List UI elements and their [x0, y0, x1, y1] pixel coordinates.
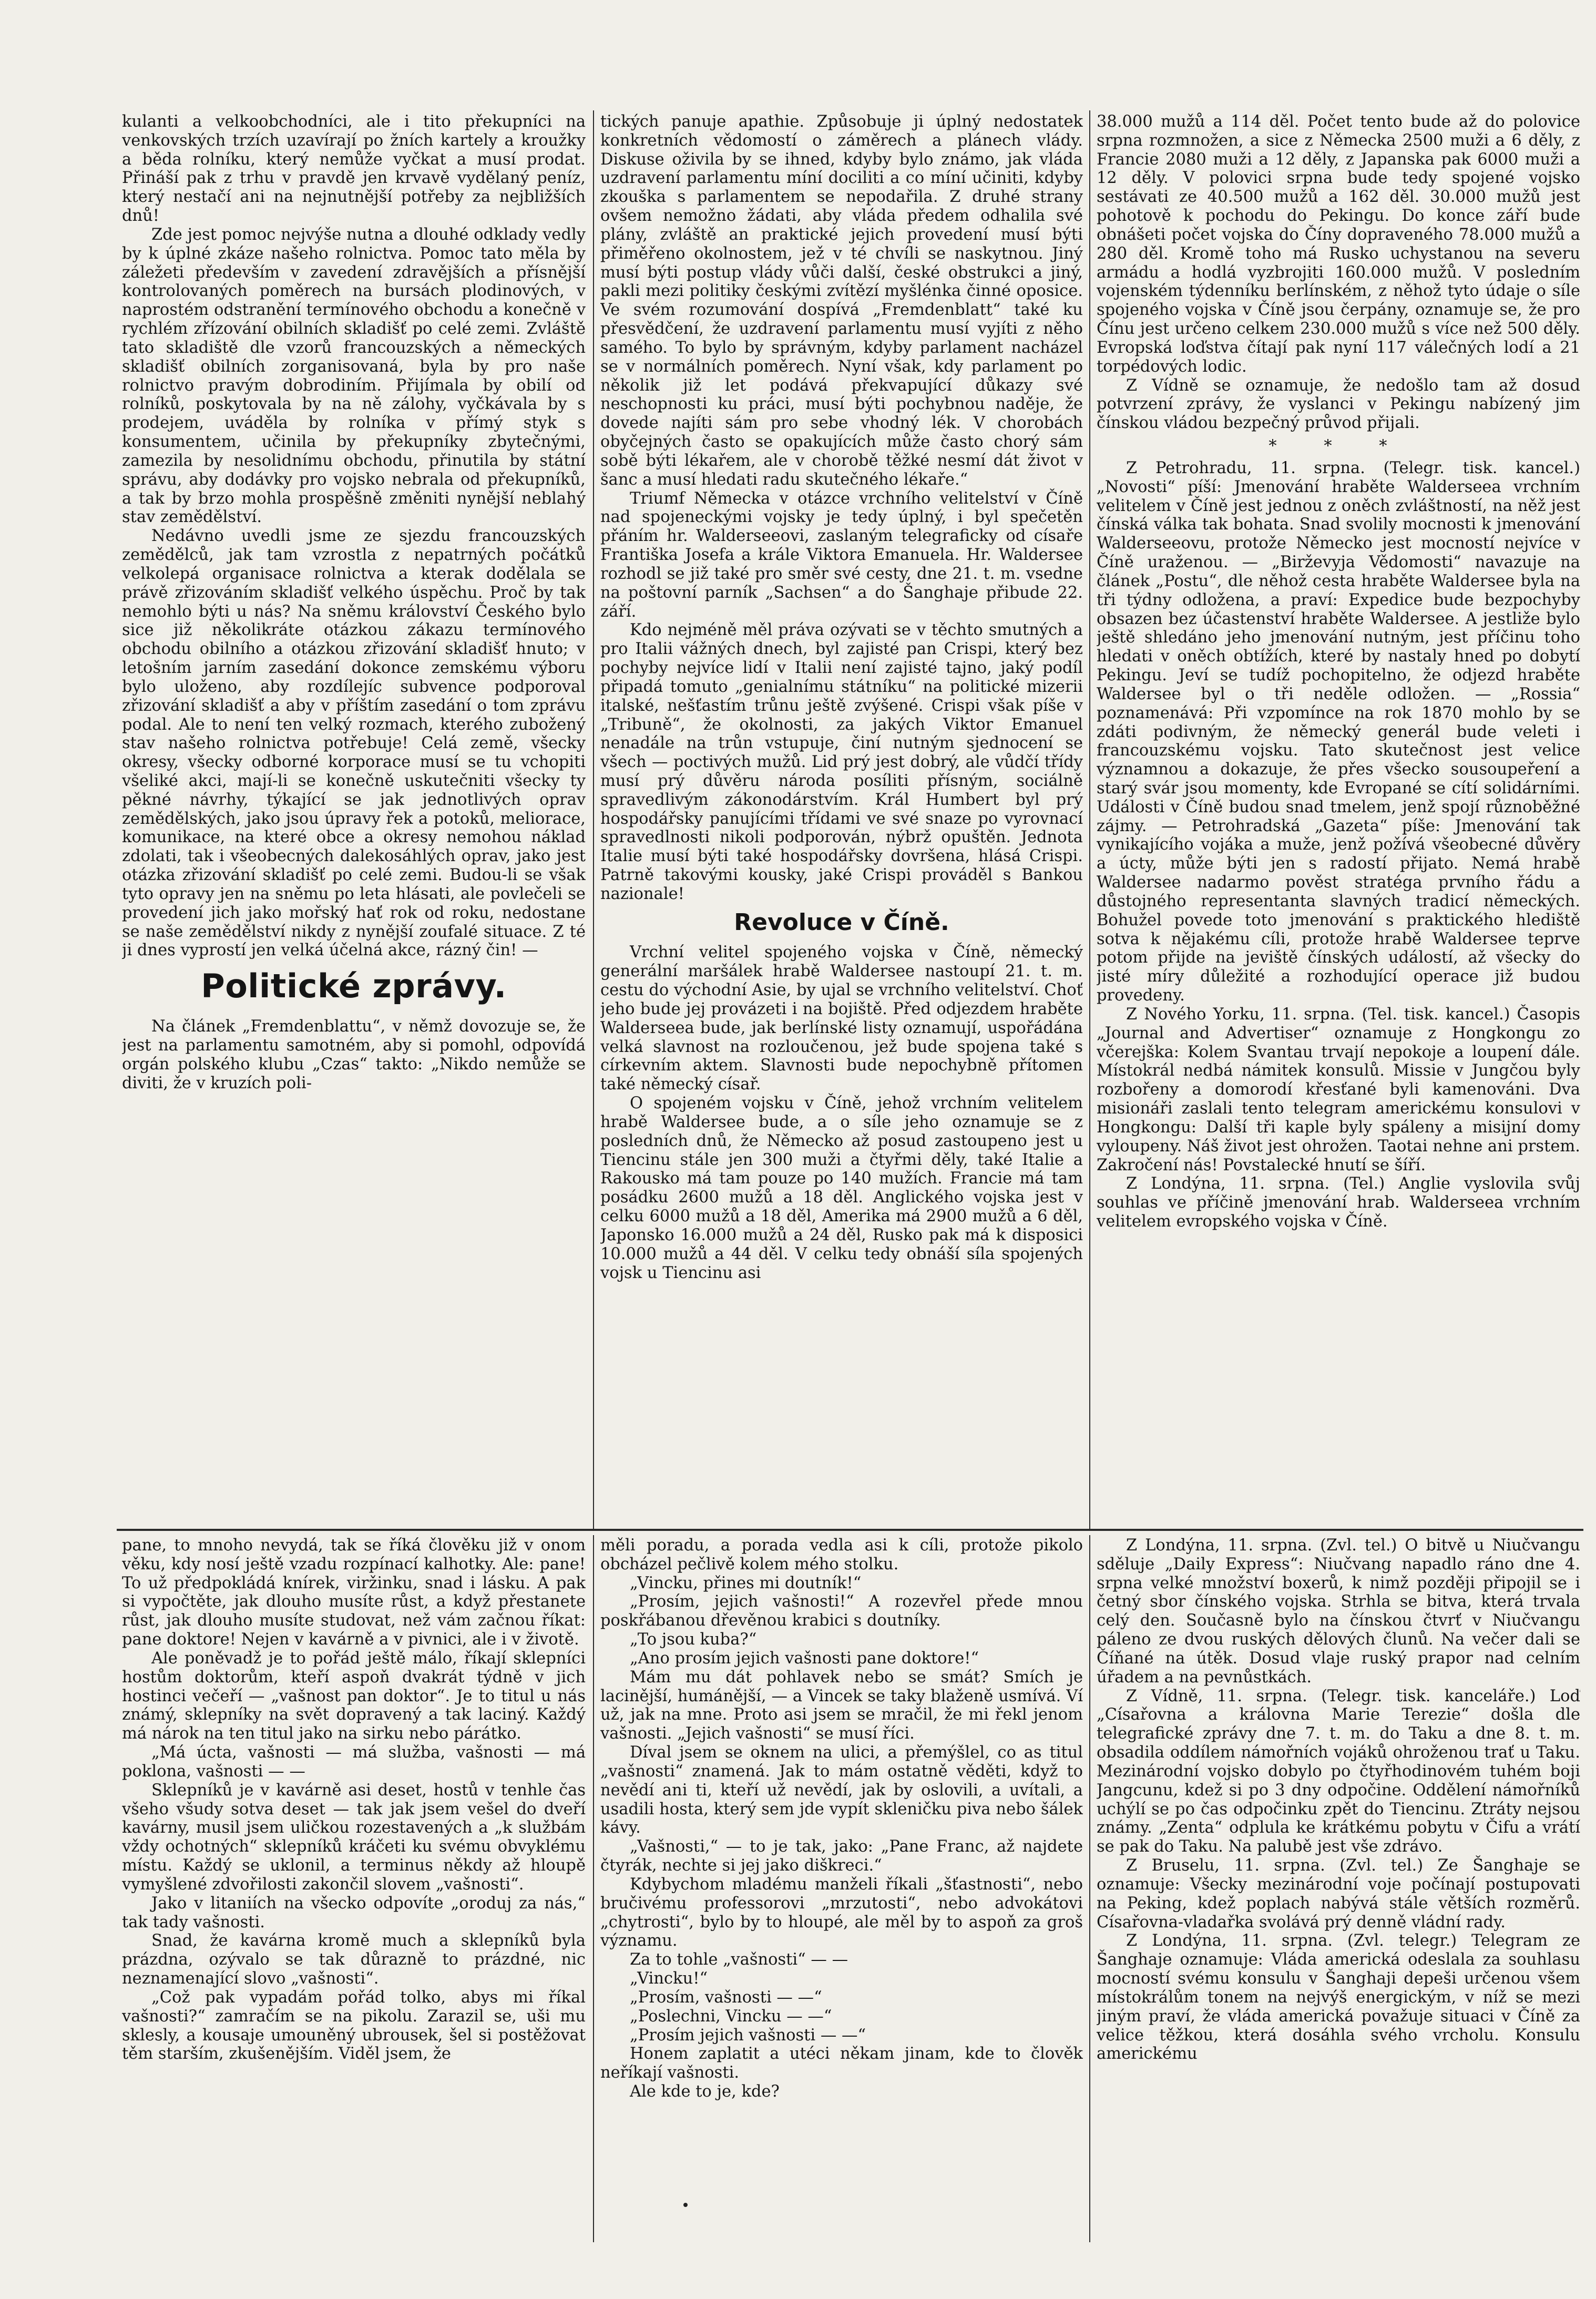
feuilleton-paragraph: „Vincku!“	[630, 1969, 708, 1988]
section-separator-stars: * * *	[1268, 437, 1408, 456]
feuilleton-paragraph: Mám mu dát pohlavek nebo se smát? Smích je lacinější, humánější, — a Vincek se taky blaženě usmívá. Ví už, jak na mne. Proto asi jsem se mračil, že mi řekl jenom vašnosti. „Jejich vašnosti“ se musí říci.	[600, 1668, 1083, 1743]
bottom-column-3	[1097, 1536, 1580, 2243]
feuilleton-paragraph: pane, to mnoho nevydá, tak se říká člověku již v onom věku, kdy nosí ještě vzadu rozpínací kalhotky. Ale: pane! To už předpokládá knírek, viržinku, snad i lásku. A pak si vypočtěte, jak dlouho musíte růst, a když přestanete růst, jak dlouho musíte studovat, než vám začnou říkat: pane doktore! Nejen v kavárně a v pivnici, ale i v životě.	[122, 1536, 586, 1649]
feuilleton-paragraph: Honem zaplatit a utéci někam jinam, kde to člověk neříkají vašnosti.	[600, 2045, 1083, 2082]
feuilleton-paragraph: Díval jsem se oknem na ulici, a přemýšlel, co as titul „vašnosti“ znamená. Jak to mám ostatně věděti, když to nevědí ani ti, kteří už nevědí, jak by oslovili, a uvítali, a usadili hosta, který sem jde vypít skleničku piva nebo šálek kávy.	[600, 1743, 1083, 1837]
article-paragraph: Vrchní velitel spojeného vojska v Číně, německý generální maršálek hrabě Waldersee nastoupí 21. t. m. cestu do východní Asie, by ujal se vrchního velitelství. Choť jeho bude jej provázeti i na bojiště. Před odjezdem hraběte Walderseea bude, jak berlínské listy oznamují, uspořádána velká slavnost na rozloučenou, jež bude spojena také s církevním aktem. Slavnosti bude nepochybně přítomen také německý císař.	[600, 943, 1083, 1094]
article-paragraph: kulanti a velkoobchodníci, ale i tito překupníci na venkovských trzích uzavírají po žních kartely a kroužky a běda rolníku, který nemůže vyčkat a musí prodat. Přináší pak z trhu v pravdě jen krvavě vydělaný peníz, který nestačí ani na nejnutnější potřeby za nejbližších dnů!	[122, 113, 586, 226]
feuilleton-column-2	[600, 1536, 1083, 2243]
feuilleton-paragraph: „Prosím, vašnosti — —“	[630, 1988, 822, 2007]
feuilleton-paragraph: Za to tohle „vašnosti“ — —	[630, 1950, 848, 1969]
scan-speck	[683, 2203, 688, 2207]
feuilleton-paragraph: „Vincku, přines mi doutník!“	[630, 1573, 862, 1592]
article-paragraph: tických panuje apathie. Způsobuje ji úplný nedostatek konkretních vědomostí o záměrech a plánech vlády. Diskuse oživila by se ihned, kdyby bylo známo, jak vláda uzdravení parlamentu míní dociliti a co míní učiniti, kdyby zkouška s parlamentem se nepodařila. Z druhé strany ovšem nemožno žádati, aby vláda předem odhalila své plány, zvláště an praktické jejich provedení musí býti přiměřeno okolnostem, jež v té chvíli se naskytnou. Jiný musí býti postup vlády vůči další, české obstrukci a jiný, pakli mezi politiky českými zvítězí myšlénka činné oposice. Ve svém rozumování dospívá „Fremdenblatt“ také ku přesvědčení, že uzdravení parlamentu musí vyjíti z něho samého. To bylo by správným, kdyby parlament nacházel se v normálních poměrech. Nyní však, kdy parlament po několik již let podává překvapující důkazy své neschopnosti ku práci, musí býti pochybnou naděje, že dovede najíti sám pro sebe vhodný lék. V chorobách obyčejných často se opakujících může často chorý sám sobě býti lékařem, ale v chorobě těžké nesmí dát život v šanc a musí hledati radu skutečného lékaře.“	[600, 113, 1083, 489]
feuilleton-paragraph: „Prosím jejich vašnosti — —“	[630, 2026, 866, 2045]
news-item: Z Petrohradu, 11. srpna. (Telegr. tisk. kancel.) „Novosti“ píší: Jmenování hraběte Walderseea vrchním velitelem v Číně jest jednou z oněch zvláštností, na něž jest čínská válka tak bohata. Snad svolily mocnosti k jmenování Walderseeovu, protože Německo jest mocností nejvíce v Číně uraženou. — „Birževyja Vědomosti“ navazuje na článek „Postu“, dle něhož cesta hraběte Waldersee byla na tři týdny odložena, a praví: Expedice bude bezpochyby obsazen bez účastenství hraběte Waldersee. A jestliže bylo ještě shledáno jeho jmenování nutným, jest příčinu toho hledati v oněch obtížích, které by nastaly hned po dobytí Pekingu. Jeví se tudíž pochopitelno, že odjezd hraběte Waldersee byl o tři neděle odložen. — „Rossia“ poznamenává: Při vzpomínce na rok 1870 mohlo by se zdáti podivným, že německý generál bude veleti i francouzskému vojsku. Tato skutečnost jest velice významnou a dokazuje, že přes všecko sousoupeření a starý svár jsou momenty, kde Evropané se cítí solidárními. Události v Číně budou snad tmelem, jenž spojí různoběžné zájmy. — Petrohradská „Gazeta“ píše: Jmenování tak vynikajícího vojáka a muže, jenž požívá všeobecné důvěry a úcty, může býti jen s radostí přijato. Nemá hrabě Waldersee nadarmo pověst stratéga prvního řádu a důstojného representanta slavných tradicí německých. Bohužel povede toto jmenování s praktického hlediště sotva k nějakému cíli, protože hrabě Waldersee teprve potom přijde na jeviště čínských událostí, až všecky do jisté míry důležité a rozhodující operace již budou provedeny.	[1097, 458, 1580, 1005]
feuilleton-paragraph: „Poslechni, Vincku — —“	[630, 2007, 832, 2026]
top-column-3	[1097, 113, 1580, 1527]
article-paragraph: Nedávno uvedli jsme ze sjezdu francouzských zemědělců, jak tam vzrostla z nepatrných počátků velkolepá organisace rolnictva a kterak dodělala se právě zřizováním skladišť velkého úspěchu. Proč by tak nemohlo býti u nás? Na sněmu království Českého bylo sice již několikráte otázkou zákazu termínového obchodu obilního a otázkou zřizování skladišť hnuto; v letošním jarním zasedání dokonce zemskému výboru bylo uloženo, aby rozdílejíc subvence podporoval zřizování skladišť a aby v příštím zasedání o tom zprávu podal. Ale to není ten velký rozmach, kterého zubožený stav našeho rolnictva potřebuje! Celá země, všecky okresy, všecky odborné korporace musí se tu vchopiti všeliké akci, mají-li se konečně uskutečniti všecky ty pěkné návrhy, týkající se jak jednotlivých oprav zemědělských, jako jsou úpravy řek a potoků, meliorace, komunikace, na které obce a okresy nemohou náklad zdolati, tak i všeobecných dalekosáhlých oprav, jako jest otázka zřizování skladišť po celé zemi. Budou-li se však tyto opravy jen na sněmu po leta hlásati, ale povlečeli se provedení jich jako mořský hať rok od roku, nedostane se naše zemědělství nikdy z nynější zoufalé situace. Z té ji dnes vyprostí jen velká účelná akce, rázný čin! —	[122, 527, 586, 960]
feuilleton-paragraph: „Má úcta, vašnosti — má služba, vašnosti — má poklona, vašnosti — —	[122, 1743, 586, 1781]
column-rule-2-bottom	[1089, 1535, 1090, 2242]
article-paragraph: Triumf Německa v otázce vrchního velitelství v Číně nad spojeneckými vojsky je tedy úplný, i byl spečetěn přáním hr. Walderseeovi, zaslaným telegraficky od císaře Františka Josefa a krále Viktora Emanuela. Hr. Waldersee rozhodl se již také pro směr své cesty, dne 21. t. m. vsedne na poštovní parník „Sachsen“ a do Šanghaje přibude 22. září.	[600, 489, 1083, 621]
news-item: Z Vídně, 11. srpna. (Telegr. tisk. kanceláře.) Loď „Císařovna a královna Marie Terezie“ došla dle telegrafické zprávy dne 7. t. m. do Taku a dne 8. t. m. obsadila oddílem námořních vojáků ohroženou trať u Taku. Mezinárodní vojsko dobylo po čtyřhodinovém tuhém boji Jangcunu, kdež si po 3 dny odpočine. Oddělení námořníků uchýlí se po čas odpočinku zpět do Tiencinu. Ztráty nejsou známy. „Zenta“ odplula ke krátkému pobytu v Čifu a vrátí se pak do Taku. Na palubě jest vše zdrávo.	[1097, 1687, 1580, 1856]
article-paragraph: 38.000 mužů a 114 děl. Počet tento bude až do polovice srpna rozmnožen, a sice z Německa 2500 muži a 6 děly, z Francie 2080 muži a 12 děly, z Japanska pak 6000 muži a 12 děly. V polovici srpna bude tedy spojené vojsko sestávati ze 40.500 mužů a 162 děl. 30.000 mužů jest pohotově k pochodu do Pekingu. Do konce září bude obnášeti počet vojska do Číny dopraveného 78.000 mužů a 280 děl. Kromě toho má Rusko uchystanou na severu armádu a hodlá vyzbrojiti 160.000 mužů. V posledním vojenském týdenníku berlínském, z něhož tyto údaje o síle spojeného vojska v Číně jsou čerpány, oznamuje se, že pro Čínu jest určeno celkem 230.000 mužů s více než 500 děly. Evropská loďstva čítají pak nyní 117 válečných lodí a 21 torpédových lodic.	[1097, 113, 1580, 376]
feuilleton-paragraph: Ale kde to je, kde?	[630, 2082, 780, 2101]
news-item: Z Londýna, 11. srpna. (Tel.) Anglie vyslovila svůj souhlas ve příčině jmenování hrab. Walderseea vrchním velitelem evropského vojska v Číně.	[1097, 1174, 1580, 1231]
column-rule-1-bottom	[593, 1535, 594, 2242]
news-item: Z Bruselu, 11. srpna. (Zvl. tel.) Ze Šanghaje se oznamuje: Všecky mezinárodní voje počínají postupovati na Peking, kdež poplach nabývá stále větších rozměrů. Císařovna-vladařka svolává prý denně vládní rady.	[1097, 1856, 1580, 1932]
article-paragraph: Zde jest pomoc nejvýše nutna a dlouhé odklady vedly by k úplné zkáze našeho rolnictva. Pomoc tato měla by záležeti především v zavedení zdravějších a přísnější kontrolovaných poměrech na bursách plodinových, v naprostém odstranění termínového obchodu a konečně v rychlém zřízování obilních skladišť po celé zemi. Zvláště tato skladiště dle vzorů francouzských a německých skladišť obilních zorganisovaná, byla by pro naše rolnictvo pravým dobrodiním. Přijímala by obilí od rolníků, poskytovala by na ně zálohy, vyčkávala by s prodejem, uváděla by rolníka v přímý styk s konsumentem, učinila by překupníky zbytečnými, zamezila by nesolidnímu obchodu, přinutila by státní správu, aby dodávky pro vojsko nebrala od překupníků, a tak by brzo mohla prospěšně změniti nynější neblahý stav zemědělství.	[122, 225, 586, 527]
feuilleton-paragraph: Sklepníků je v kavárně asi deset, hostů v tenhle čas všeho všudy sotva deset — tak jak jsem vešel do dveří kavárny, musil jsem uličkou rozestavených a „k službám vždy ochotných“ sklepníků kráčeti ku svému obvyklému místu. Každý se uklonil, a terminus někdy až hloupě vymyšlené zdvořilosti zakončil slovem „vašnosti“.	[122, 1781, 586, 1894]
news-item: Z Londýna, 11. srpna. (Zvl. tel.) O bitvě u Niučvangu sděluje „Daily Express“: Niučvang napadlo ráno dne 4. srpna velké množství boxerů, k nimž později připojil se i četný sbor čínského vojska. Strhla se bitva, která trvala celý den. Současně bylo na čínskou čtvrť v Niučvangu páleno ze dvou ruských dělových člunů. Na večer dali se Číňané na útěk. Dosud vlaje ruský prapor nad celním úřadem a na pevnůstkách.	[1097, 1536, 1580, 1687]
section-heading-revoluce-v-cine: Revoluce v Číně.	[734, 908, 949, 936]
section-heading-politicke-zpravy: Politické zprávy.	[201, 967, 507, 1006]
feuilleton-paragraph: „Prosím, jejich vašnosti!“ A rozevřel přede mnou poskřábanou dřevěnou krabici s doutníky.	[600, 1592, 1083, 1630]
feuilleton-column-1	[122, 1536, 586, 2243]
feuilleton-paragraph: „Ano prosím jejich vašnosti pane doktore!“	[630, 1649, 979, 1668]
column-rule-2-top	[1089, 110, 1090, 1530]
article-paragraph: Na článek „Fremdenblattu“, v němž dovozuje se, že jest na parlamentu samotném, aby si pomohl, odpovídá orgán polského klubu „Czas“ takto: „Nikdo nemůže se diviti, že v kruzích poli-	[122, 1017, 586, 1092]
top-column-2	[600, 113, 1083, 1527]
feuilleton-paragraph: Kdybychom mladému manželi říkali „šťastnosti“, nebo bručivému professorovi „mrzutosti“, nebo advokátovi „chytrosti“, bylo by to hloupé, ale měl by to aspoň za groš významu.	[600, 1875, 1083, 1950]
article-paragraph: O spojeném vojsku v Číně, jehož vrchním velitelem hrabě Waldersee bude, a o síle jeho oznamuje se z posledních dnů, že Německo až posud zastoupeno jest u Tiencinu stále jen 300 muži a čtyřmi děly, také Italie a Rakousko má tam pouze po 140 mužích. Francie má tam posádku 2600 mužů a 18 děl. Anglického vojska jest v celku 6000 mužů a 18 děl, Amerika má 2900 mužů a 6 děl, Japonsko 16.000 mužů a 24 děl, Rusko pak má k disposici 10.000 mužů a 44 děl. V celku tedy obnáší síla spojených vojsk u Tiencinu asi	[600, 1094, 1083, 1282]
article-paragraph: Z Vídně se oznamuje, že nedošlo tam až dosud potvrzení zprávy, že vyslanci v Pekingu nabízený jim čínskou vládou bezpečný průvod přijali.	[1097, 376, 1580, 433]
column-rule-1-top	[593, 110, 594, 1530]
feuilleton-paragraph: měli poradu, a porada vedla asi k cíli, protože pikolo obcházel pečlivě kolem mého stolku.	[600, 1536, 1083, 1573]
article-paragraph: Kdo nejméně měl práva ozývati se v těchto smutných a pro Italii vážných dnech, byl zajisté pan Crispi, který bez pochyby nejvíce lidí v Italii není zajisté tajno, jaký podíl připadá tomuto „genialnímu státníku“ na politické mizerii italské, nešťastím trůnu ještě zvýšené. Crispi však píše v „Tribuně“, že okolnosti, za jakých Viktor Emanuel nenadále na trůn vstupuje, činí nutným sjednocení se všech — poctivých mužů. Lid prý jest dobrý, ale vůdčí třídy musí prý důvěru národa posíliti přísným, sociálně spravedlivým zákonodárstvím. Král Humbert byl prý hospodářsky panujícími třídami ve své snaze po vyrovnací spravedlnosti nikoli podporován, nýbrž opuštěn. Jednota Italie musí býti také hospodářsky dovršena, hlásá Crispi. Patrně takovými kousky, jaké Crispi prováděl s Bankou nazionale!	[600, 621, 1083, 903]
feuilleton-paragraph: „Což pak vypadám pořád tolko, abys mi říkal vašnosti?“ zamračím se na pikolu. Zarazil se, uši mu sklesly, a kousaje umouněný ubrousek, šel si postěžovat těm starším, zkušenějším. Viděl jsem, že	[122, 1988, 586, 2063]
feuilleton-paragraph: Jako v litaniích na všecko odpovíte „oroduj za nás,“ tak tady vašnosti.	[122, 1894, 586, 1932]
news-item: Z Londýna, 11. srpna. (Zvl. telegr.) Telegram ze Šanghaje oznamuje: Vláda americká odeslala za souhlasu mocností svému konsulu v Šanghaji depeši určenou všem místokrálům tonem na nejvýš energickým, v níž se mezi jiným praví, že vláda americká považuje situaci v Číně za velice těžkou, která dosáhla svého vrcholu. Konsulu americkému	[1097, 1932, 1580, 2063]
feuilleton-paragraph: Ale poněvadž je to pořád ještě málo, říkají sklepníci hostům doktorům, kteří aspoň dvakrát týdně v jich hostinci večeří — „vašnost pan doktor“. Je to titul u nás známý, sklepníky na svět dopravený a tak laciný. Každý má nárok na ten titul jako na sirku nebo párátko.	[122, 1649, 586, 1743]
news-item: Z Nového Yorku, 11. srpna. (Tel. tisk. kancel.) Časopis „Journal and Advertiser“ oznamuje z Hongkongu zo včerejška: Kolem Svantau trvají nepokoje a loupení dále. Místokrál nedbá námitek konsulů. Missie v Jungčou byly rozbořeny a domorodí křesťané byli kamenováni. Dva misionáři zaslali tento telegram americkému konsulovi v Hongkongu: Další tři kaple byly spáleny a misijní domy vyloupeny. Náš život jest ohrožen. Taotai nehne ani prstem. Zakročení nás! Povstalecké hnutí se šíří.	[1097, 1005, 1580, 1174]
feuilleton-paragraph: „To jsou kuba?“	[630, 1630, 757, 1649]
feuilleton-paragraph: „Vašnosti,“ — to je tak, jako: „Pane Franc, až najdete čtyrák, nechte si jej jako diškreci.“	[600, 1837, 1083, 1875]
feuilleton-paragraph: Snad, že kavárna kromě much a sklepníků byla prázdna, ozývalo se tak důrazně to prázdné, nic neznamenající slovo „vašnosti“.	[122, 1932, 586, 1988]
top-column-1	[122, 113, 586, 1527]
section-divider-rule	[117, 1529, 1583, 1531]
